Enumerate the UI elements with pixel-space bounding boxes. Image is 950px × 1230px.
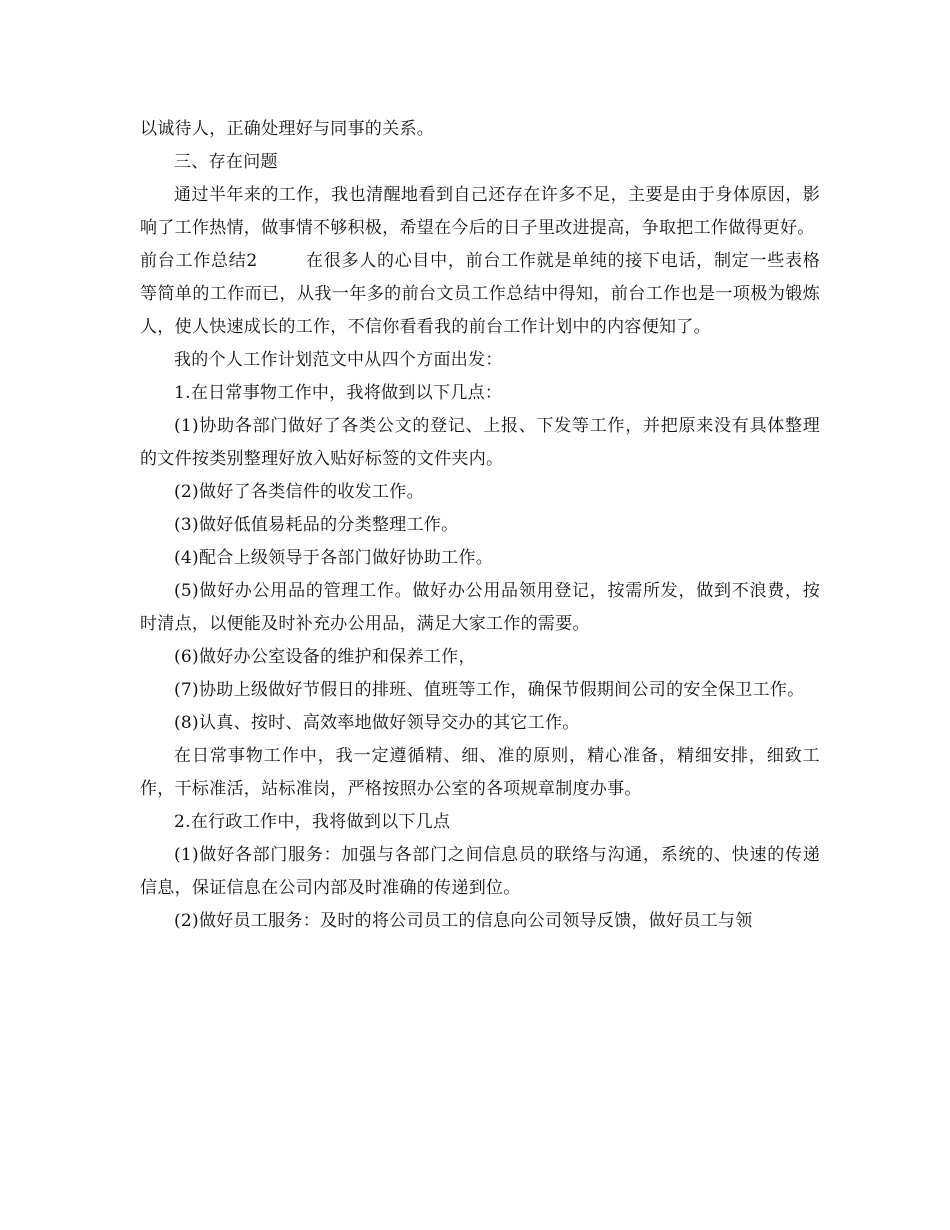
list-heading: 1.在日常事物工作中，我将做到以下几点： [174,383,503,403]
list-item: (4)配合上级领导于各部门做好协助工作。 [174,548,494,568]
list-item: (8)认真、按时、高效率地做好领导交办的其它工作。 [174,713,580,733]
list-item: (5)做好办公用品的管理工作。做好办公用品领用登记，按需所发，做到不浪费，按时清点，以便能及时补充办公用品，满足大家工作的需要。 [140,581,820,634]
list-item: (6)做好办公室设备的维护和保养工作， [174,647,476,667]
summary-paragraph [140,245,820,344]
section-heading: 三、存在问题 [174,152,278,172]
document-body [140,113,820,938]
summary-body: 在很多人的心目中，前台工作就是单纯的接下电话，制定一些表格等简单的工作而已，从我一年多的前台文员工作总结中得知，前台工作也是一项极为锻炼人，使人快速成长的工作，不信你看看我的前台工作计划中的内容便知了。 [140,251,821,337]
list-item: (1)做好各部门服务：加强与各部门之间信息员的联络与沟通，系统的、快速的传递信息，保证信息在公司内部及时准确的传递到位。 [140,845,820,898]
list-item: (7)协助上级做好节假日的排班、值班等工作，确保节假期间公司的安全保卫工作。 [174,680,805,700]
paragraph: 我的个人工作计划范文中从四个方面出发： [174,350,503,370]
paragraph: 以诚待人，正确处理好与同事的关系。 [140,119,435,139]
list-item: (2)做好了各类信件的收发工作。 [174,482,424,502]
paragraph: 在日常事物工作中，我一定遵循精、细、准的原则，精心准备，精细安排，细致工作，干标准活，站标准岗，严格按照办公室的各项规章制度办事。 [140,746,820,799]
list-item: (2)做好员工服务：及时的将公司员工的信息向公司领导反馈，做好员工与领 [174,911,753,931]
list-item: (3)做好低值易耗品的分类整理工作。 [174,515,459,535]
summary-title: 前台工作总结2 [140,251,258,271]
paragraph: 通过半年来的工作，我也清醒地看到自己还存在许多不足，主要是由于身体原因，影响了工作热情，做事情不够积极，希望在今后的日子里改进提高，争取把工作做得更好。 [140,185,820,238]
list-item: (1)协助各部门做好了各类公文的登记、上报、下发等工作，并把原来没有具体整理的文件按类别整理好放入贴好标签的文件夹内。 [140,416,820,469]
list-heading: 2.在行政工作中，我将做到以下几点 [174,812,451,832]
